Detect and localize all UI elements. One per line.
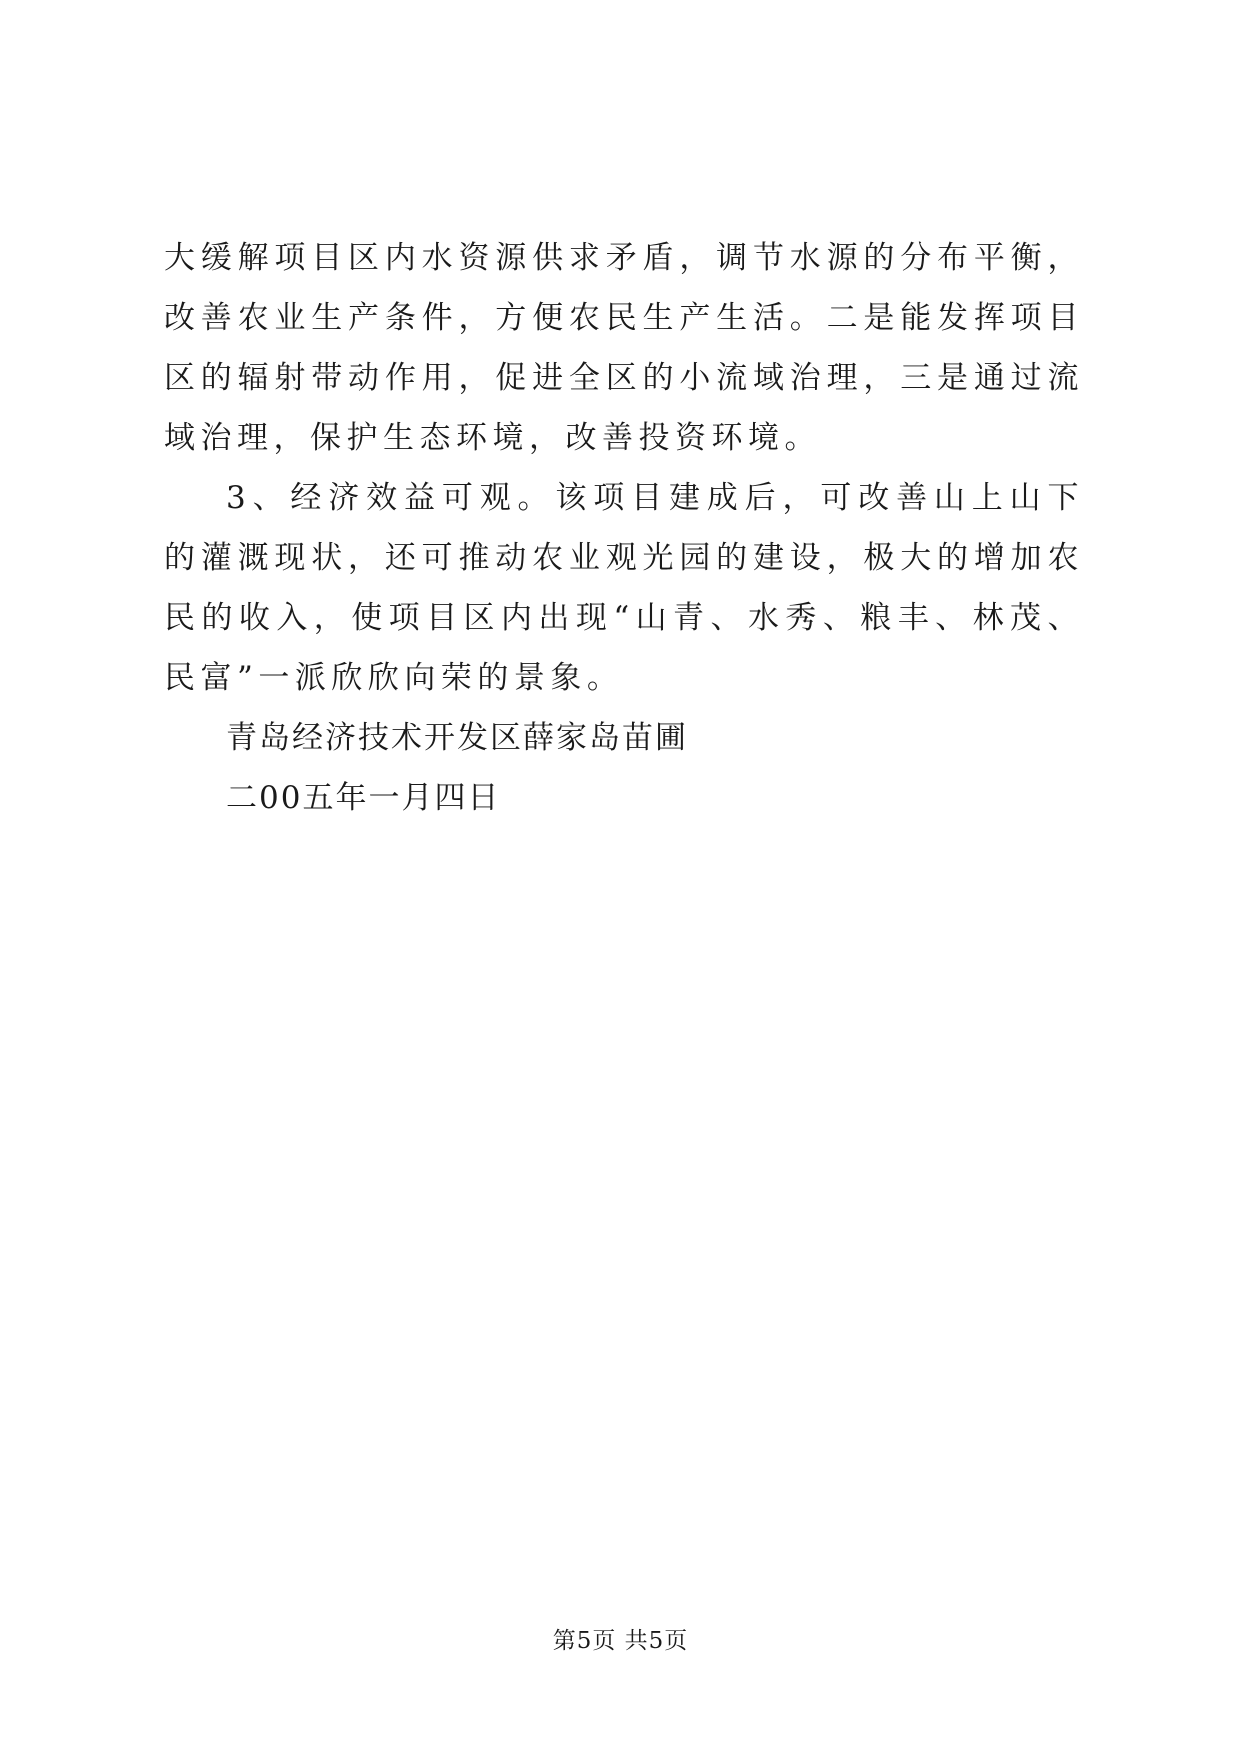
signature-organization: 青岛经济技术开发区薛家岛苗圃 bbox=[226, 720, 688, 756]
paragraph-continuation: 大缓解项目区内水资源供求矛盾，调节水源的分布平衡，改善农业生产条件，方便农民生产生活。二是能发挥项目区的辐射带动作用，促进全区的小流域治理，三是通过流域治理，保护生态环境，改善投资环境。 bbox=[164, 240, 1084, 456]
document-body bbox=[164, 228, 1084, 828]
signature-date: 二00五年一月四日 bbox=[226, 780, 501, 816]
paragraph-economic-benefit: 3、经济效益可观。该项目建成后，可改善山上山下的灌溉现状，还可推动农业观光园的建设，极大的增加农民的收入，使项目区内出现“山青、水秀、粮丰、林茂、民富”一派欣欣向荣的景象。 bbox=[164, 480, 1084, 696]
page-number-footer: 第5页 共5页 bbox=[552, 1628, 689, 1654]
